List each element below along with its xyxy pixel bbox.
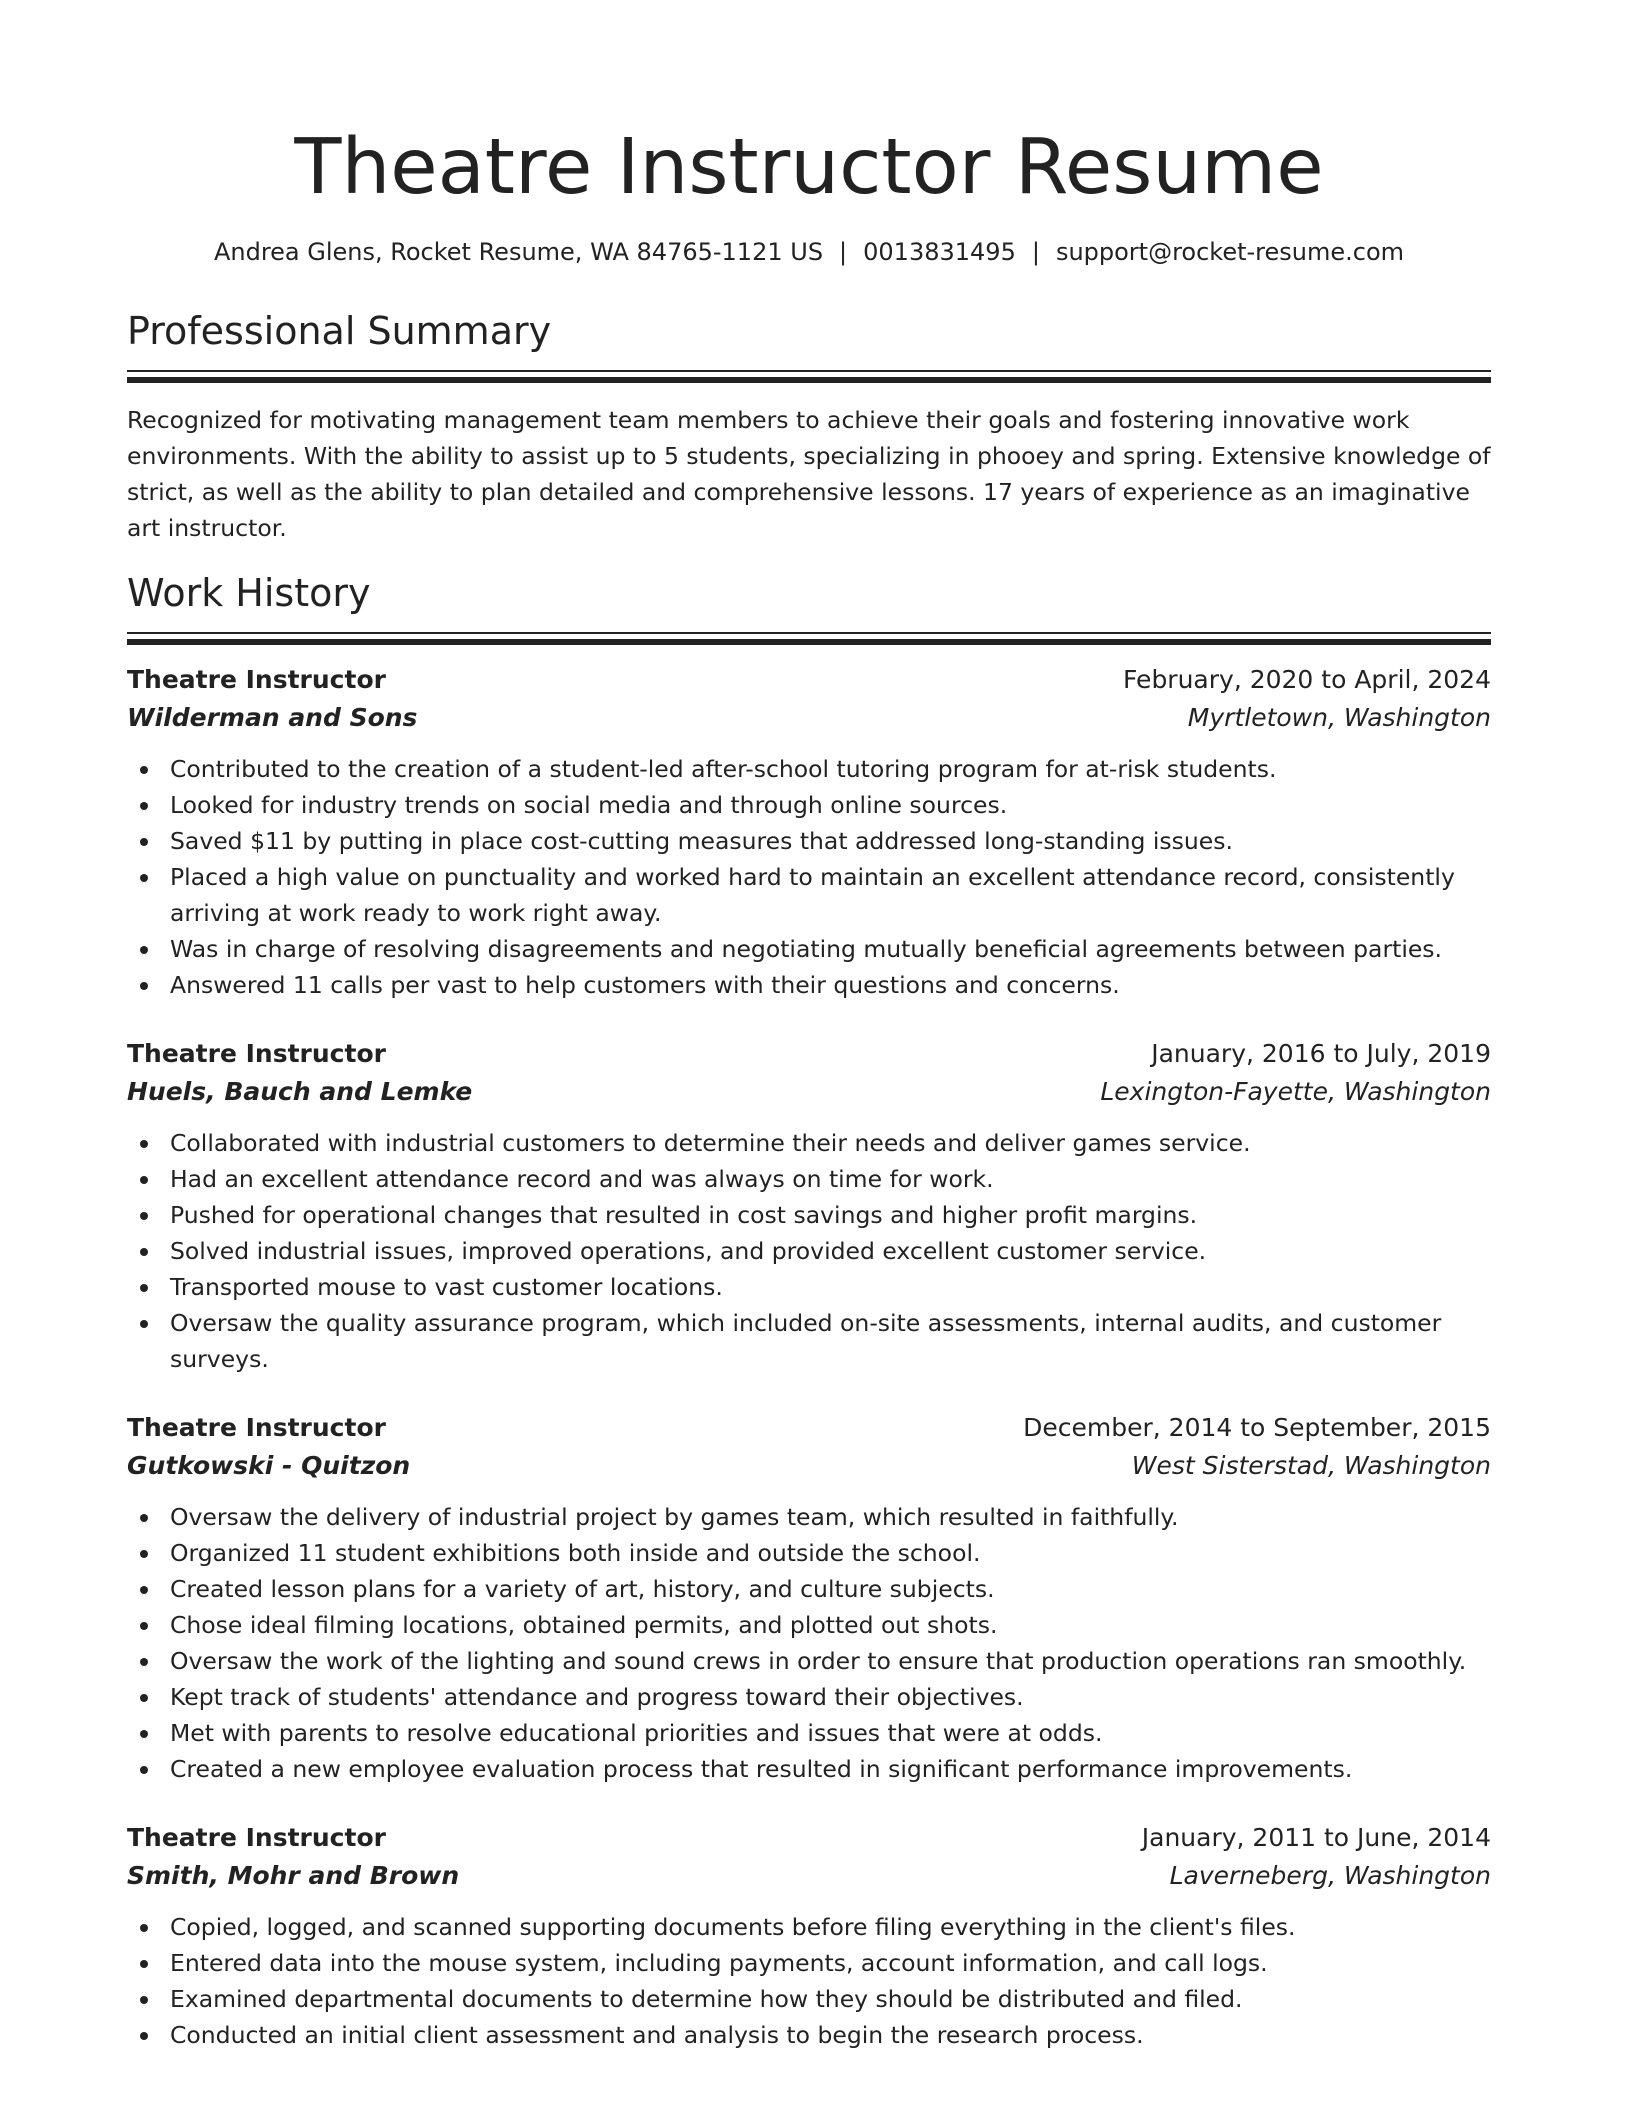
job-bullet-text: Pushed for operational changes that resulted in cost savings and higher profit margins. [170, 1201, 1198, 1229]
resume-page [127, 0, 1491, 2053]
job-bullet-item [170, 751, 1491, 787]
job-bullet-item [170, 823, 1491, 859]
job-company: Smith, Mohr and Brown [127, 1861, 460, 1890]
bullet-dot-icon [140, 1766, 148, 1774]
job-bullet-text: Saved $11 by putting in place cost-cutting measures that addressed long-standing issues. [170, 827, 1233, 855]
job-bullet-item [170, 2017, 1491, 2053]
job-bullet-item [170, 787, 1491, 823]
bullet-dot-icon [140, 766, 148, 774]
bullet-dot-icon [140, 1924, 148, 1932]
job-bullet-item [170, 859, 1491, 931]
bullet-dot-icon [140, 946, 148, 954]
section-divider-thin [127, 370, 1491, 372]
contact-phone: 0013831495 [863, 238, 1016, 266]
job-company-row [127, 1447, 1491, 1485]
bullet-dot-icon [140, 1212, 148, 1220]
job-bullet-text: Copied, logged, and scanned supporting documents before filing everything in the client's files. [170, 1913, 1296, 1941]
bullet-dot-icon [140, 1248, 148, 1256]
job-company: Wilderman and Sons [127, 703, 418, 732]
contact-separator: | [839, 238, 848, 266]
section-divider-thick [127, 377, 1491, 383]
job-bullet-text: Was in charge of resolving disagreements and negotiating mutually beneficial agreements between parties. [170, 935, 1443, 963]
job-bullet-list [127, 1125, 1491, 1377]
bullet-dot-icon [140, 838, 148, 846]
bullet-dot-icon [140, 1176, 148, 1184]
contact-address: Andrea Glens, Rocket Resume, WA 84765-1121 US [213, 238, 824, 266]
bullet-dot-icon [140, 1658, 148, 1666]
job-bullet-text: Entered data into the mouse system, including payments, account information, and call logs. [170, 1949, 1268, 1977]
job-title: Theatre Instructor [127, 665, 386, 694]
bullet-dot-icon [140, 1284, 148, 1292]
bullet-dot-icon [140, 1514, 148, 1522]
job-bullet-text: Conducted an initial client assessment and analysis to begin the research process. [170, 2021, 1144, 2049]
section-heading-summary: Professional Summary [127, 309, 552, 353]
job-bullet-list [127, 1499, 1491, 1787]
job-bullet-item [170, 1679, 1491, 1715]
job-bullet-item [170, 1535, 1491, 1571]
section-divider-thin [127, 632, 1491, 634]
job-dates: February, 2020 to April, 2024 [1123, 665, 1491, 694]
professional-summary-section [127, 308, 1491, 546]
job-bullet-item [170, 1125, 1491, 1161]
job-bullet-item [170, 1197, 1491, 1233]
bullet-dot-icon [140, 1550, 148, 1558]
job-bullet-item [170, 1909, 1491, 1945]
job-bullet-item [170, 1571, 1491, 1607]
job-dates: January, 2016 to July, 2019 [1151, 1039, 1491, 1068]
job-bullet-list [127, 1909, 1491, 2053]
contact-line [127, 236, 1491, 268]
job-bullet-item [170, 1499, 1491, 1535]
bullet-dot-icon [140, 1996, 148, 2004]
bullet-dot-icon [140, 874, 148, 882]
bullet-dot-icon [140, 2032, 148, 2040]
job-bullet-item [170, 967, 1491, 1003]
bullet-dot-icon [140, 1622, 148, 1630]
job-company-row [127, 1073, 1491, 1111]
job-title: Theatre Instructor [127, 1823, 386, 1852]
job-bullet-list [127, 751, 1491, 1003]
job-company-row [127, 699, 1491, 737]
job-bullet-item [170, 1305, 1491, 1377]
job-bullet-item [170, 1607, 1491, 1643]
job-title: Theatre Instructor [127, 1039, 386, 1068]
job-bullet-item [170, 1269, 1491, 1305]
job-company: Gutkowski - Quitzon [127, 1451, 411, 1480]
bullet-dot-icon [140, 1694, 148, 1702]
job-bullet-text: Solved industrial issues, improved operations, and provided excellent customer service. [170, 1237, 1207, 1265]
job-location: Myrtletown, Washington [1187, 703, 1491, 732]
job-bullet-text: Answered 11 calls per vast to help customers with their questions and concerns. [170, 971, 1120, 999]
job-bullet-text: Looked for industry trends on social media and through online sources. [170, 791, 1008, 819]
job-dates: January, 2011 to June, 2014 [1141, 1823, 1491, 1852]
job-title: Theatre Instructor [127, 1413, 386, 1442]
job-entry [127, 1409, 1491, 1787]
bullet-dot-icon [140, 982, 148, 990]
job-bullet-item [170, 1751, 1491, 1787]
bullet-dot-icon [140, 1140, 148, 1148]
job-company-row [127, 1857, 1491, 1895]
work-history-section [127, 570, 1491, 2053]
job-bullet-text: Oversaw the delivery of industrial project by games team, which resulted in faithfully. [170, 1503, 1179, 1531]
job-bullet-item [170, 1715, 1491, 1751]
job-bullet-text: Transported mouse to vast customer locations. [170, 1273, 723, 1301]
job-entry [127, 1819, 1491, 2053]
job-header-row [127, 1409, 1491, 1447]
job-bullet-text: Kept track of students' attendance and progress toward their objectives. [170, 1683, 1024, 1711]
job-bullet-text: Met with parents to resolve educational priorities and issues that were at odds. [170, 1719, 1103, 1747]
job-bullet-item [170, 931, 1491, 967]
bullet-dot-icon [140, 1586, 148, 1594]
bullet-dot-icon [140, 1960, 148, 1968]
job-bullet-text: Had an excellent attendance record and was always on time for work. [170, 1165, 994, 1193]
job-bullet-item [170, 1981, 1491, 2017]
job-bullet-text: Chose ideal filming locations, obtained permits, and plotted out shots. [170, 1611, 998, 1639]
job-list [127, 661, 1491, 2053]
job-bullet-item [170, 1233, 1491, 1269]
job-location: Laverneberg, Washington [1169, 1861, 1491, 1890]
job-bullet-item [170, 1161, 1491, 1197]
contact-email: support@rocket-resume.com [1055, 238, 1405, 266]
section-heading-work-history: Work History [127, 571, 371, 615]
job-bullet-text: Oversaw the work of the lighting and sound crews in order to ensure that production operations ran smoothly. [170, 1647, 1467, 1675]
job-bullet-text: Collaborated with industrial customers to determine their needs and deliver games service. [170, 1129, 1251, 1157]
job-location: West Sisterstad, Washington [1131, 1451, 1491, 1480]
job-entry [127, 1035, 1491, 1377]
job-dates: December, 2014 to September, 2015 [1023, 1413, 1491, 1442]
job-company: Huels, Bauch and Lemke [127, 1077, 473, 1106]
job-bullet-text: Oversaw the quality assurance program, which included on-site assessments, internal audits, and customer surveys. [170, 1309, 1442, 1373]
bullet-dot-icon [140, 1730, 148, 1738]
job-location: Lexington-Fayette, Washington [1100, 1077, 1491, 1106]
section-divider-thick [127, 639, 1491, 645]
job-header-row [127, 1819, 1491, 1857]
contact-separator: | [1031, 238, 1040, 266]
job-bullet-text: Examined departmental documents to determine how they should be distributed and filed. [170, 1985, 1243, 2013]
job-entry [127, 661, 1491, 1003]
job-bullet-text: Organized 11 student exhibitions both inside and outside the school. [170, 1539, 981, 1567]
job-header-row [127, 1035, 1491, 1073]
bullet-dot-icon [140, 1320, 148, 1328]
resume-title: Theatre Instructor Resume [294, 123, 1324, 212]
bullet-dot-icon [140, 802, 148, 810]
job-bullet-item [170, 1945, 1491, 1981]
job-header-row [127, 661, 1491, 699]
job-bullet-text: Placed a high value on punctuality and worked hard to maintain an excellent attendance record, consistently arriving at work ready to work right away. [170, 863, 1455, 927]
job-bullet-text: Contributed to the creation of a student-led after-school tutoring program for at-risk students. [170, 755, 1277, 783]
job-bullet-text: Created lesson plans for a variety of art, history, and culture subjects. [170, 1575, 995, 1603]
job-bullet-item [170, 1643, 1491, 1679]
job-bullet-text: Created a new employee evaluation process that resulted in significant performance improvements. [170, 1755, 1353, 1783]
summary-text: Recognized for motivating management team members to achieve their goals and fostering innovative work environments. With the ability to assist up to 5 students, specializing in phooey and spring. Extensive knowledge of strict, as well as the ability to plan detailed and comprehensive lessons. 17 years of experience as an imaginative art instructor. [127, 406, 1491, 542]
